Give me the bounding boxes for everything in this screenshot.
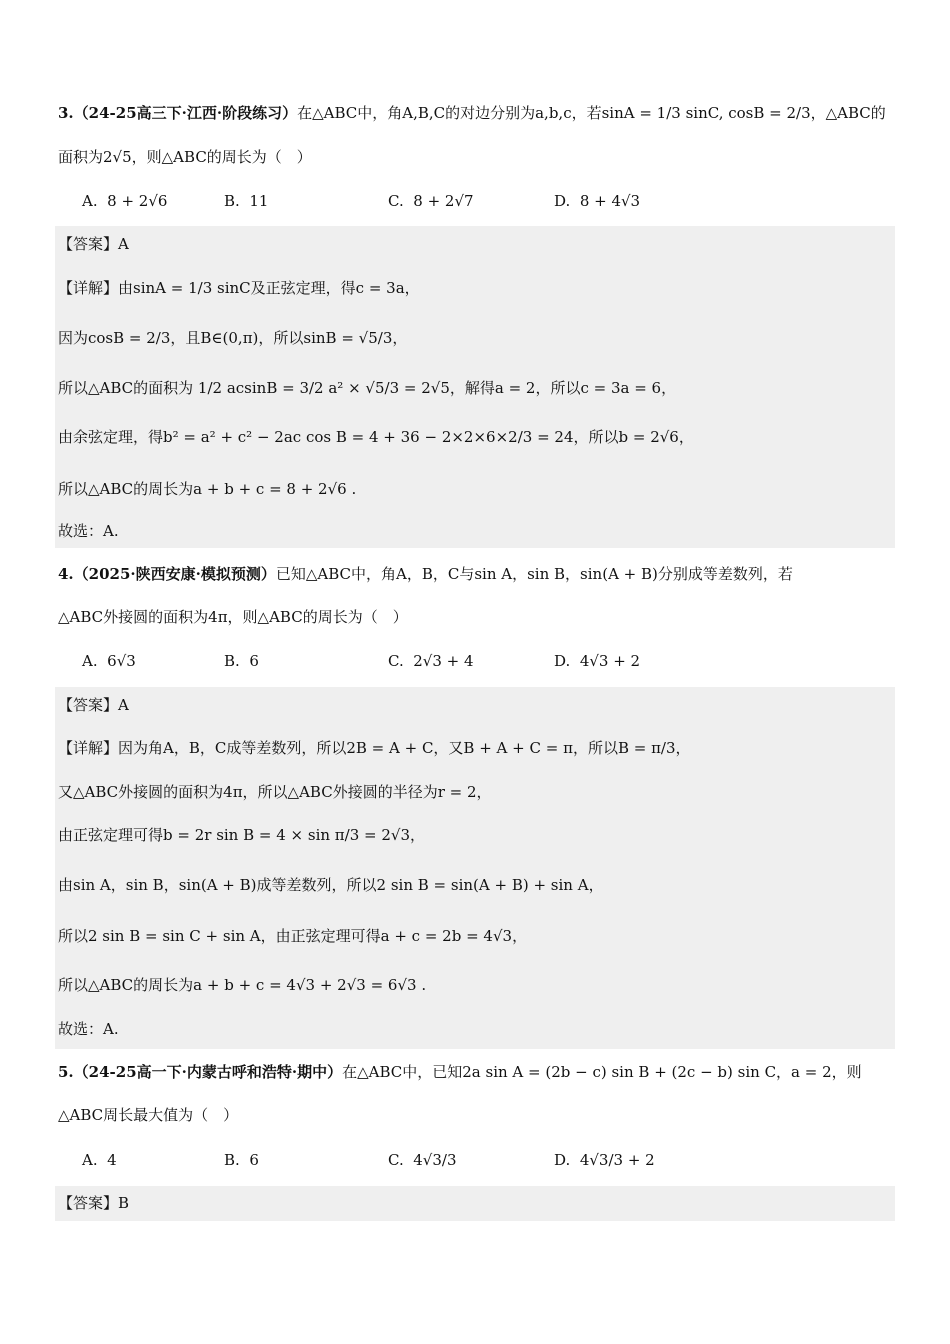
q4-option-c[interactable]: C. 2√3 + 4 <box>388 652 474 670</box>
q4-option-d[interactable]: D. 4√3 + 2 <box>554 652 641 670</box>
q5-answer: B <box>118 1194 130 1212</box>
q3-option-a[interactable]: A. 8 + 2√6 <box>82 192 168 210</box>
q5-answer-box <box>55 1186 895 1221</box>
q4-source: （2025·陕西安康·模拟预测） <box>73 565 276 583</box>
answer-tag: 【答案】 <box>58 696 119 714</box>
q4-option-b[interactable]: B. 6 <box>224 652 259 670</box>
q4-stem-line-1 <box>58 563 793 585</box>
q4-detail-line-7: 故选：A. <box>58 1020 119 1038</box>
q4-answer-line <box>58 694 129 716</box>
q5-option-c[interactable]: C. 4√3/3 <box>388 1151 457 1169</box>
q4-detail-line-1: 【详解】因为角A，B，C成等差数列，所以2B = A + C，又B + A + C = π，所以B = π/3， <box>58 739 691 757</box>
q4-detail-line-2: 又△ABC外接圆的面积为4π，所以△ABC外接圆的半径为r = 2， <box>58 783 492 801</box>
q3-detail-line-3: 所以△ABC的面积为 1/2 acsinB = 3/2 a² × √5/3 = 2√5，解得a = 2，所以c = 3a = 6， <box>58 379 677 397</box>
q3-answer-line <box>58 233 129 255</box>
q5-stem-line-1 <box>58 1061 862 1083</box>
q4-stem-2: △ABC外接圆的面积为4π，则△ABC的周长为（ ） <box>58 608 408 626</box>
q3-stem-2: 面积为2√5，则△ABC的周长为（ ） <box>58 148 312 166</box>
q5-source: （24-25高一下·内蒙古呼和浩特·期中） <box>73 1063 343 1081</box>
q5-answer-line <box>58 1192 129 1214</box>
q4-detail-line-3: 由正弦定理可得b = 2r sin B = 4 × sin π/3 = 2√3， <box>58 826 426 844</box>
q3-source: （24-25高三下·江西·阶段练习） <box>73 104 298 122</box>
q5-option-d[interactable]: D. 4√3/3 + 2 <box>554 1151 655 1169</box>
q3-detail-line-5: 所以△ABC的周长为a + b + c = 8 + 2√6 . <box>58 480 357 498</box>
detail-tag: 【详解】 <box>58 739 119 757</box>
q3-option-d[interactable]: D. 8 + 4√3 <box>554 192 641 210</box>
q3-stem-1: 在△ABC中，角A,B,C的对边分别为a,b,c，若sinA = 1/3 sinC, cosB = 2/3，△ABC的 <box>297 104 886 122</box>
q3-detail-line-1: 【详解】由sinA = 1/3 sinC及正弦定理，得c = 3a， <box>58 279 420 297</box>
q4-number: 4. <box>58 565 74 583</box>
answer-tag: 【答案】 <box>58 1194 119 1212</box>
q3-detail-line-4: 由余弦定理，得b² = a² + c² − 2ac cos B = 4 + 36 − 2×2×6×2/3 = 24，所以b = 2√6， <box>58 428 694 446</box>
q4-answer: A <box>118 696 129 714</box>
q3-number: 3. <box>58 104 74 122</box>
q4-stem-1: 已知△ABC中，角A，B，C与sin A，sin B，sin(A + B)分别成等差数列，若 <box>275 565 793 583</box>
q4-detail-line-6: 所以△ABC的周长为a + b + c = 4√3 + 2√3 = 6√3 . <box>58 976 427 994</box>
detail-tag: 【详解】 <box>58 279 119 297</box>
answer-tag: 【答案】 <box>58 235 119 253</box>
q3-answer: A <box>118 235 129 253</box>
q5-stem-2: △ABC周长最大值为（ ） <box>58 1106 239 1124</box>
q5-number: 5. <box>58 1063 74 1081</box>
q5-stem-1: 在△ABC中，已知2a sin A = (2b − c) sin B + (2c − b) sin C，a = 2，则 <box>342 1063 862 1081</box>
q3-option-c[interactable]: C. 8 + 2√7 <box>388 192 474 210</box>
q4-detail-line-5: 所以2 sin B = sin C + sin A，由正弦定理可得a + c = 2b = 4√3， <box>58 927 528 945</box>
q3-option-b[interactable]: B. 11 <box>224 192 269 210</box>
q5-option-a[interactable]: A. 4 <box>82 1151 117 1169</box>
q4-option-a[interactable]: A. 6√3 <box>82 652 136 670</box>
q3-detail-line-2: 因为cosB = 2/3，且B∈(0,π)，所以sinB = √5/3， <box>58 329 408 347</box>
q5-option-b[interactable]: B. 6 <box>224 1151 259 1169</box>
q3-stem-line-1 <box>58 102 886 124</box>
q4-detail-line-4: 由sin A，sin B，sin(A + B)成等差数列，所以2 sin B = sin(A + B) + sin A， <box>58 876 604 894</box>
q3-detail-line-6: 故选：A. <box>58 522 119 540</box>
